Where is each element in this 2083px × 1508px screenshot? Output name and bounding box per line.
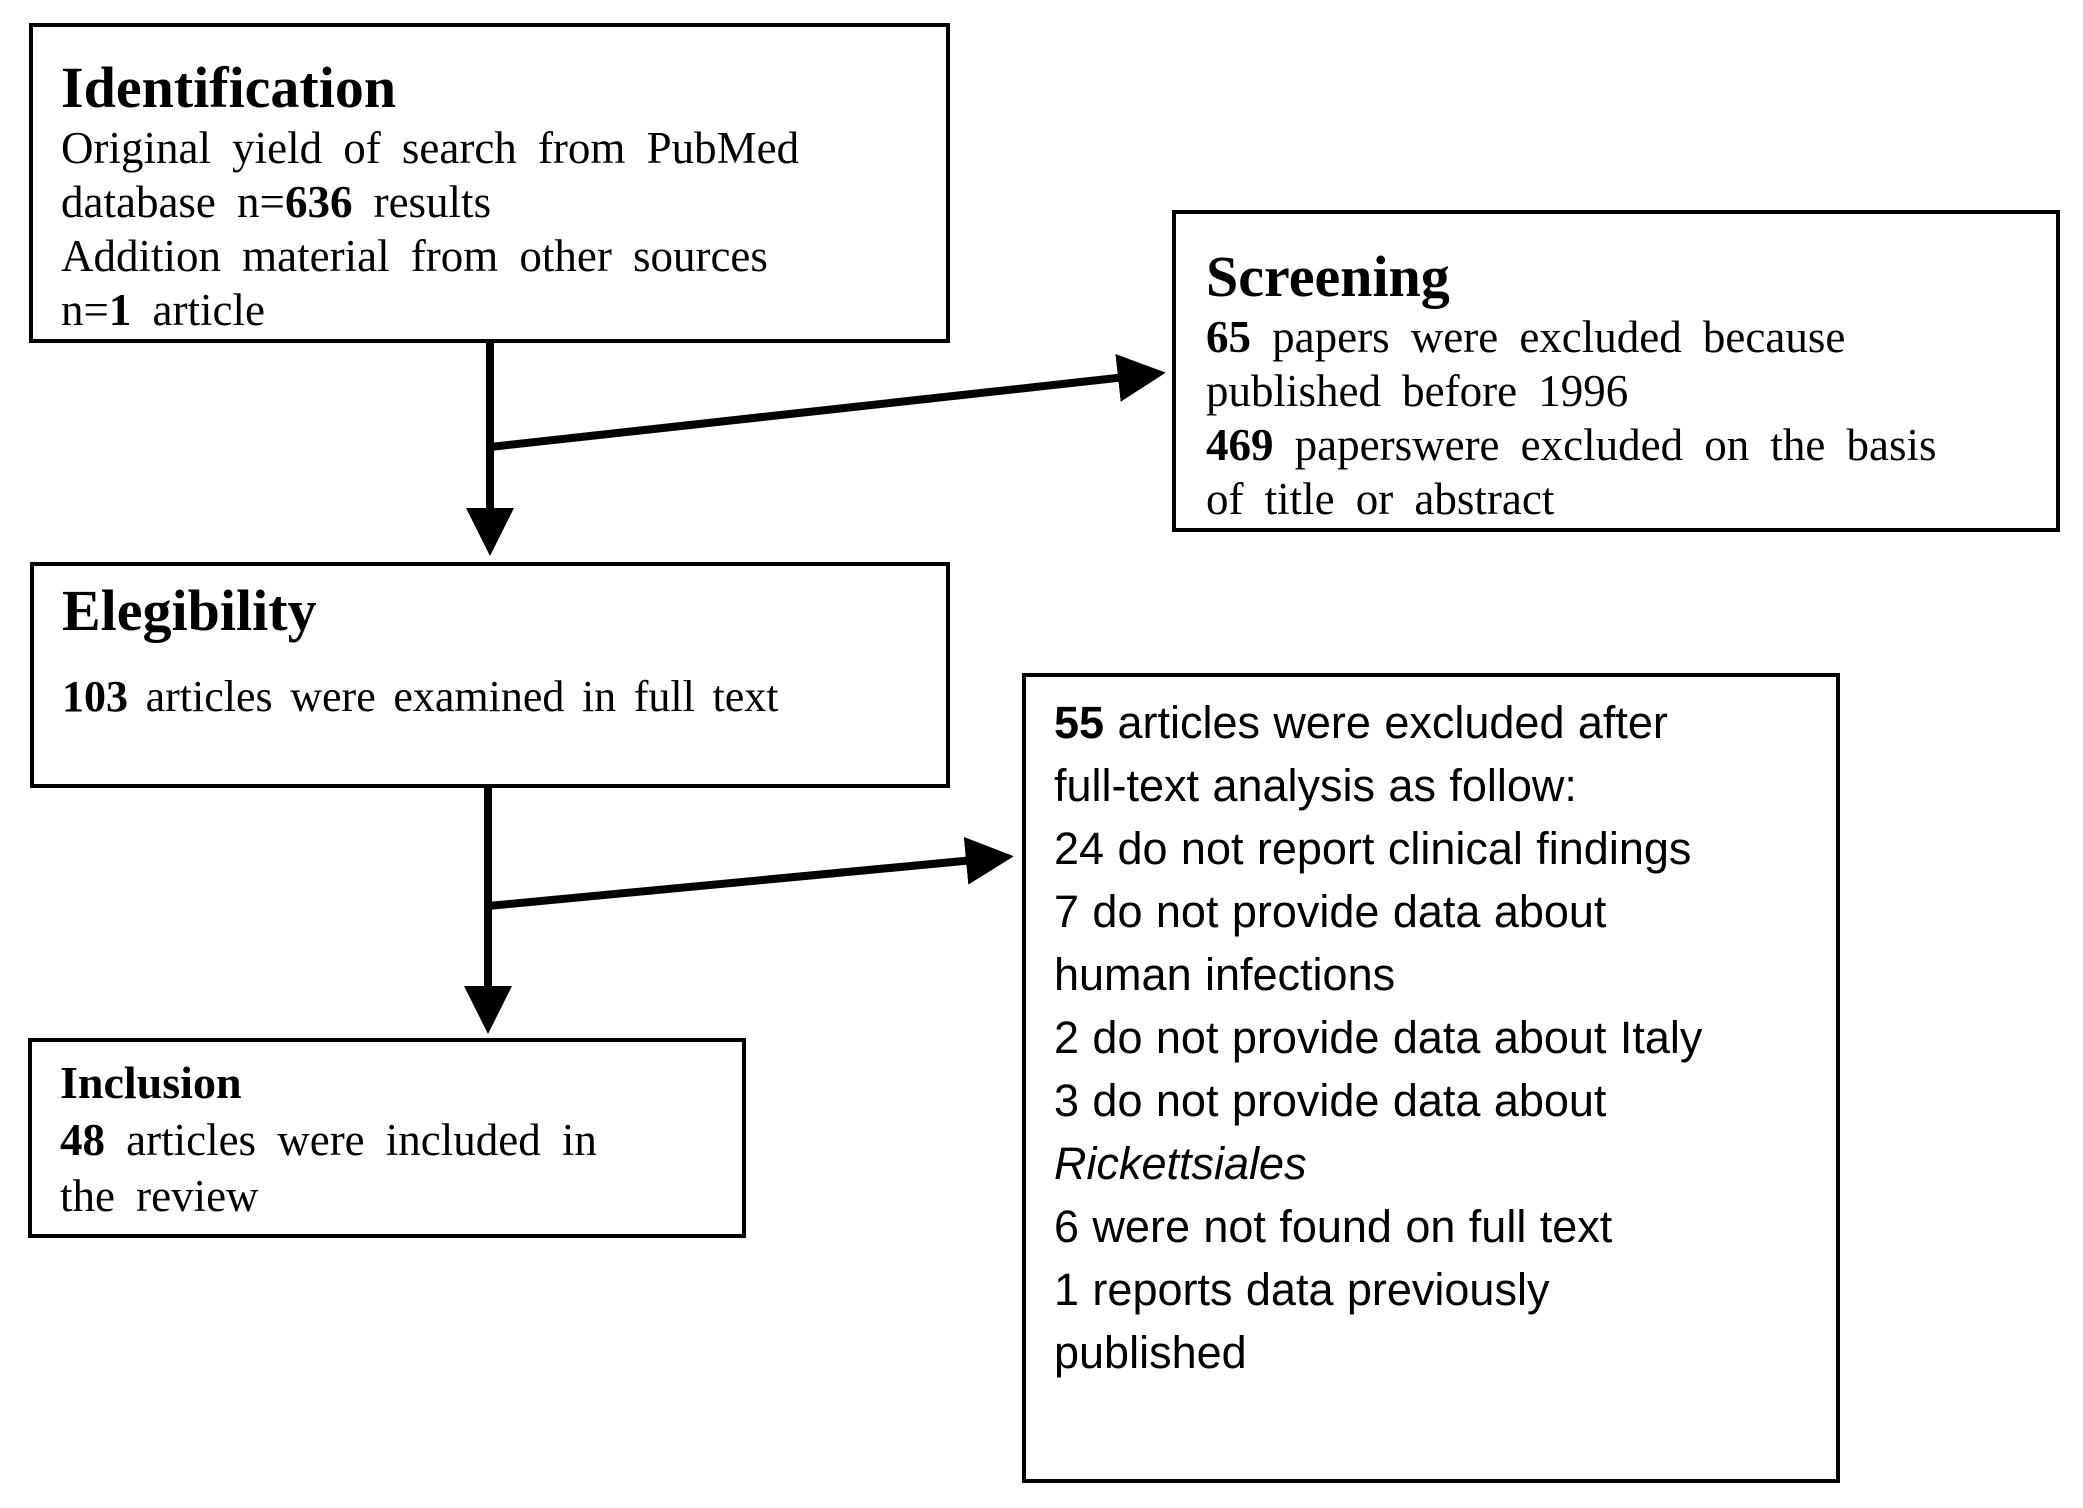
text-line: published before 1996 — [1206, 366, 1629, 416]
text-line: n=1 article — [61, 285, 265, 335]
text-line: published — [1054, 1327, 1247, 1378]
arrow-eligibility-to-exclusion — [488, 860, 974, 906]
text-line: 3 do not provide data about — [1054, 1075, 1607, 1126]
eligibility-title: Elegibility — [62, 578, 317, 643]
text-line: 103 articles were examined in full text — [62, 672, 779, 721]
identification-box — [29, 23, 950, 343]
text-line: database n=636 results — [61, 177, 492, 227]
identification-title: Identification — [61, 55, 397, 120]
inclusion-title: Inclusion — [60, 1057, 242, 1108]
eligibility-box — [30, 562, 950, 788]
text-line: 1 reports data previously — [1054, 1264, 1550, 1315]
text-line: Addition material from other sources — [61, 231, 768, 281]
identification-body — [61, 121, 922, 337]
arrow-identification-to-screening — [490, 377, 1126, 447]
text-line: 7 do not provide data about — [1054, 886, 1607, 937]
text-line: of title or abstract — [1206, 474, 1555, 524]
text-line: 65 papers were excluded because — [1206, 312, 1846, 362]
text-line: human infections — [1054, 949, 1396, 1000]
text-line: full-text analysis as follow: — [1054, 760, 1577, 811]
inclusion-box — [28, 1038, 746, 1238]
text-line: 2 do not provide data about Italy — [1054, 1012, 1703, 1063]
text-line: Rickettsiales — [1054, 1138, 1307, 1189]
text-line: 48 articles were included in — [60, 1115, 597, 1165]
eligibility-body — [62, 670, 922, 724]
exclusion-reasons-body — [1054, 691, 1818, 1384]
screening-title: Screening — [1206, 244, 1450, 309]
screening-box — [1172, 210, 2060, 532]
text-line: 24 do not report clinical findings — [1054, 823, 1692, 874]
text-line: 469 paperswere excluded on the basis — [1206, 420, 1937, 470]
inclusion-body — [60, 1112, 722, 1224]
text-line: 55 articles were excluded after — [1054, 697, 1668, 748]
text-line: the review — [60, 1171, 259, 1221]
screening-body — [1206, 310, 2036, 526]
exclusion-reasons-box — [1022, 673, 1840, 1483]
text-line: 6 were not found on full text — [1054, 1201, 1613, 1252]
text-line: Original yield of search from PubMed — [61, 123, 800, 173]
